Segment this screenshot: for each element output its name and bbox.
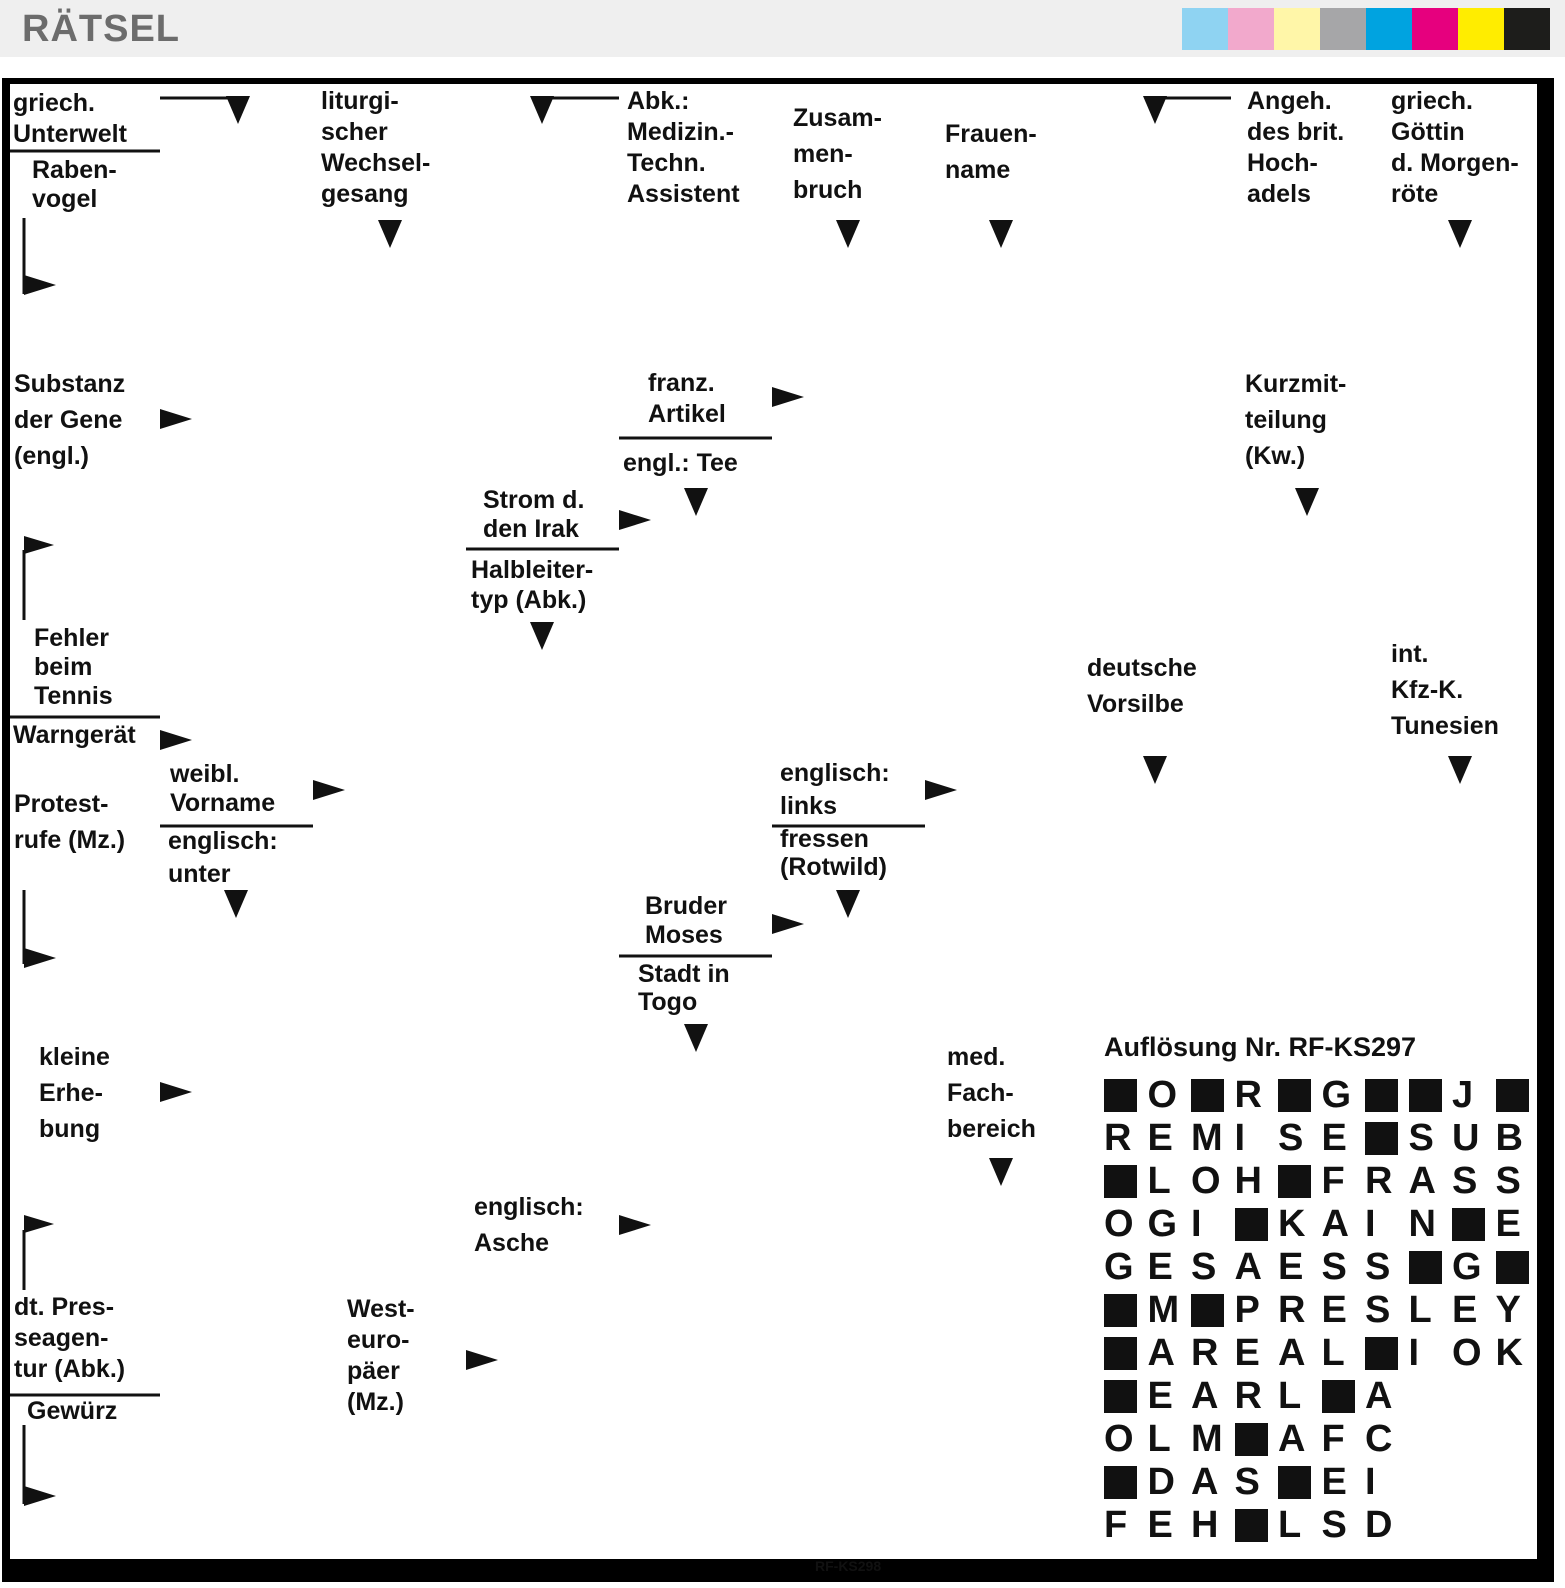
solution-letter: M xyxy=(1147,1289,1180,1331)
solution-letter: O xyxy=(1452,1332,1482,1374)
clue-c14: Halbleiter- typ (Abk.) xyxy=(471,556,594,614)
solution-letter: L xyxy=(1408,1289,1432,1331)
grid-cell xyxy=(925,754,1078,888)
solution-letter: S xyxy=(1278,1117,1304,1159)
clue-c2: Raben- vogel xyxy=(32,156,117,213)
solution-row xyxy=(1104,1504,1409,1547)
solution-letter: A xyxy=(1147,1332,1175,1374)
grid-cell xyxy=(313,486,466,620)
solution-block xyxy=(1365,1074,1409,1117)
black-block xyxy=(1104,1466,1137,1499)
grid-cell xyxy=(619,1290,772,1424)
grid-cell xyxy=(466,1290,619,1424)
solution-letter: D xyxy=(1147,1461,1175,1503)
solution-letter: J xyxy=(1452,1074,1474,1116)
black-block xyxy=(1365,1337,1398,1370)
clue-c8: griech. Göttin d. Morgen- röte xyxy=(1391,87,1519,208)
color-swatch xyxy=(1274,8,1320,50)
black-block xyxy=(1235,1208,1268,1241)
grid-cell xyxy=(466,218,619,352)
clue-c22: englisch: links xyxy=(780,759,890,820)
solution-letter: E xyxy=(1278,1246,1304,1288)
solution-letter: E xyxy=(1452,1289,1478,1331)
solution-letter: R xyxy=(1278,1289,1306,1331)
clue-c21: englisch: unter xyxy=(168,827,278,888)
solution-letter: M xyxy=(1191,1117,1223,1159)
solution-block xyxy=(1278,1074,1322,1117)
grid-cell xyxy=(1231,754,1384,888)
solution-letter: E xyxy=(1147,1246,1173,1288)
solution-block xyxy=(1235,1418,1279,1461)
grid-cell xyxy=(160,1290,313,1424)
solution-letter: O xyxy=(1147,1074,1178,1116)
solution-letter: R xyxy=(1234,1074,1262,1116)
clue-c7: Angeh. des brit. Hoch- adels xyxy=(1247,87,1345,208)
clue-c13: Strom d. den Irak xyxy=(483,486,585,543)
grid-cell xyxy=(925,1424,1078,1559)
grid-cell xyxy=(772,1156,925,1290)
solution-block xyxy=(1278,1461,1322,1504)
solution-row xyxy=(1104,1246,1539,1289)
solution-letter: U xyxy=(1452,1117,1480,1159)
solution-block xyxy=(1235,1203,1279,1246)
solution-letter: A xyxy=(1278,1332,1306,1374)
grid-cell xyxy=(1078,486,1231,620)
grid-cell xyxy=(619,218,772,352)
solution-letter: S xyxy=(1408,1117,1434,1159)
solution-letter: A xyxy=(1365,1375,1393,1417)
solution-letter: S xyxy=(1321,1504,1347,1546)
solution-letter: R xyxy=(1365,1160,1393,1202)
grid-cell xyxy=(160,486,313,620)
color-swatch xyxy=(1228,8,1274,50)
black-block xyxy=(1235,1423,1268,1456)
solution-row xyxy=(1104,1375,1409,1418)
solution-block xyxy=(1191,1074,1235,1117)
grid-cell xyxy=(1384,486,1537,620)
solution-letter: G xyxy=(1147,1203,1178,1245)
solution-row xyxy=(1104,1074,1539,1117)
color-swatch xyxy=(1366,8,1412,50)
black-block xyxy=(1278,1079,1311,1112)
solution-letter: L xyxy=(1321,1332,1345,1374)
black-block xyxy=(1104,1294,1137,1327)
grid-cell xyxy=(925,486,1078,620)
solution-letter: A xyxy=(1234,1246,1262,1288)
solution-letter: C xyxy=(1365,1418,1393,1460)
clue-c30: Gewürz xyxy=(27,1397,118,1425)
solution-letter: G xyxy=(1104,1246,1134,1288)
grid-cell xyxy=(772,620,925,754)
grid-cell xyxy=(160,620,313,754)
solution-letter: G xyxy=(1321,1074,1352,1116)
clue-c15: Fehler beim Tennis xyxy=(34,624,113,710)
black-block xyxy=(1496,1079,1529,1112)
solution-letter: O xyxy=(1191,1160,1221,1202)
solution-letter: A xyxy=(1321,1203,1349,1245)
clue-c18: int. Kfz-K. Tunesien xyxy=(1391,640,1499,740)
grid-cell xyxy=(313,352,466,486)
black-block xyxy=(1104,1337,1137,1370)
clue-c12: Kurzmit- teilung (Kw.) xyxy=(1245,370,1347,470)
grid-cell xyxy=(313,754,466,888)
puzzle-code: RF-KS298 xyxy=(815,1558,882,1574)
black-block xyxy=(1496,1251,1529,1284)
page-title: RÄTSEL xyxy=(22,8,180,50)
solution-block xyxy=(1104,1375,1148,1418)
grid-cell xyxy=(925,352,1078,486)
solution-letter: O xyxy=(1104,1203,1134,1245)
grid-cell xyxy=(1384,888,1537,1022)
grid-cell xyxy=(160,1022,313,1156)
grid-cell xyxy=(772,352,925,486)
solution-letter: L xyxy=(1278,1375,1302,1417)
grid-cell xyxy=(1078,218,1231,352)
clue-c20: weibl. Vorname xyxy=(170,760,276,817)
solution-title: Auflösung Nr. RF-KS297 xyxy=(1104,1032,1417,1062)
black-block xyxy=(1409,1251,1442,1284)
solution-row xyxy=(1104,1160,1539,1203)
solution-row xyxy=(1104,1289,1539,1332)
grid-cell xyxy=(1384,352,1537,486)
black-block xyxy=(1104,1165,1137,1198)
clue-c16: Warngerät xyxy=(13,721,136,749)
grid-cell xyxy=(313,620,466,754)
color-swatch xyxy=(1458,8,1504,50)
grid-cell xyxy=(160,1156,313,1290)
black-block xyxy=(1278,1165,1311,1198)
clue-c25: Stadt in Togo xyxy=(638,960,730,1016)
clue-c10: franz. Artikel xyxy=(648,369,726,428)
solution-letter: M xyxy=(1191,1418,1223,1460)
solution-row xyxy=(1104,1117,1539,1160)
grid-cell xyxy=(160,1424,313,1559)
black-block xyxy=(1409,1079,1442,1112)
grid-cell xyxy=(772,486,925,620)
grid-cell xyxy=(466,352,619,486)
clue-c31: West- euro- päer (Mz.) xyxy=(347,1295,415,1416)
grid-cell xyxy=(466,1424,619,1559)
solution-letter: S xyxy=(1452,1160,1478,1202)
solution-letter: A xyxy=(1278,1418,1306,1460)
solution-block xyxy=(1452,1203,1496,1246)
grid-cell xyxy=(313,1424,466,1559)
clue-c4: Abk.: Medizin.- Techn. Assistent xyxy=(627,87,740,208)
solution-letter: E xyxy=(1321,1289,1347,1331)
grid-cell xyxy=(466,754,619,888)
clue-c6: Frauen- name xyxy=(945,120,1037,184)
solution-letter: I xyxy=(1365,1461,1376,1503)
color-swatch xyxy=(1182,8,1228,50)
black-block xyxy=(1104,1079,1137,1112)
grid-cell xyxy=(1231,218,1384,352)
solution-block xyxy=(1496,1074,1540,1117)
solution-letter: I xyxy=(1408,1332,1420,1374)
solution-letter: Y xyxy=(1495,1289,1521,1331)
color-swatches xyxy=(1182,8,1550,50)
solution-row xyxy=(1104,1203,1539,1246)
solution-letter: I xyxy=(1234,1117,1246,1159)
clue-c3: liturgi- scher Wechsel- gesang xyxy=(321,87,431,208)
solution-letter: S xyxy=(1191,1246,1217,1288)
grid-cell xyxy=(772,1290,925,1424)
solution-letter: E xyxy=(1147,1375,1173,1417)
solution-letter: S xyxy=(1365,1289,1391,1331)
solution-letter: R xyxy=(1104,1117,1132,1159)
solution-block xyxy=(1278,1160,1322,1203)
black-block xyxy=(1365,1122,1398,1155)
solution-letter: D xyxy=(1365,1504,1393,1546)
solution-letter: A xyxy=(1408,1160,1436,1202)
black-block xyxy=(1278,1466,1311,1499)
solution-letter: F xyxy=(1321,1418,1345,1460)
grid-cell xyxy=(1231,888,1384,1022)
grid-cell xyxy=(925,888,1078,1022)
solution-block xyxy=(1191,1289,1235,1332)
grid-cell xyxy=(466,1022,619,1156)
solution-letter: L xyxy=(1147,1160,1171,1202)
solution-block xyxy=(1104,1289,1148,1332)
grid-cell xyxy=(313,888,466,1022)
puzzle-board xyxy=(10,84,1556,1579)
solution-letter: A xyxy=(1191,1461,1219,1503)
clue-c9: Substanz der Gene (engl.) xyxy=(14,370,126,470)
solution-letter: E xyxy=(1234,1332,1260,1374)
solution-letter: S xyxy=(1495,1160,1521,1202)
color-swatch xyxy=(1412,8,1458,50)
solution-letter: B xyxy=(1495,1117,1523,1159)
solution-block xyxy=(1496,1246,1540,1289)
solution-letter: F xyxy=(1321,1160,1345,1202)
clue-c28: englisch: Asche xyxy=(474,1193,584,1257)
grid-cell xyxy=(1078,888,1231,1022)
black-block xyxy=(1452,1208,1485,1241)
solution-block xyxy=(1322,1375,1366,1418)
black-block xyxy=(1235,1509,1268,1542)
solution-block xyxy=(1409,1074,1453,1117)
black-block xyxy=(1104,1380,1137,1413)
solution-row xyxy=(1104,1418,1409,1461)
solution-letter: E xyxy=(1495,1203,1521,1245)
black-block xyxy=(1365,1079,1398,1112)
solution-block xyxy=(1104,1332,1148,1375)
grid-cell xyxy=(772,1022,925,1156)
solution-block xyxy=(1104,1461,1148,1504)
black-block xyxy=(1191,1294,1224,1327)
solution-letter: L xyxy=(1147,1418,1171,1460)
grid-cell xyxy=(1231,620,1384,754)
grid-cell xyxy=(160,218,313,352)
grid-cell xyxy=(313,1156,466,1290)
solution-letter: O xyxy=(1104,1418,1134,1460)
black-block xyxy=(1322,1380,1355,1413)
solution-letter: I xyxy=(1365,1203,1376,1245)
grid-cell xyxy=(925,1290,1078,1424)
solution-letter: E xyxy=(1321,1461,1347,1503)
solution-letter: H xyxy=(1191,1504,1219,1546)
grid-cell xyxy=(466,888,619,1022)
clue-c23: fressen (Rotwild) xyxy=(780,825,887,881)
solution-letter: N xyxy=(1408,1203,1436,1245)
clue-c27: med. Fach- bereich xyxy=(947,1043,1036,1143)
solution-letter: S xyxy=(1234,1461,1260,1503)
grid-cell xyxy=(925,620,1078,754)
solution-block xyxy=(1235,1504,1279,1547)
grid-cell xyxy=(313,1022,466,1156)
color-swatch xyxy=(1320,8,1366,50)
color-swatch xyxy=(1504,8,1550,50)
clue-c17: deutsche Vorsilbe xyxy=(1087,654,1197,718)
solution-letter: E xyxy=(1147,1117,1173,1159)
grid-cell xyxy=(619,754,772,888)
solution-letter: L xyxy=(1278,1504,1302,1546)
grid-cell xyxy=(772,1424,925,1559)
solution-block xyxy=(1365,1332,1409,1375)
clue-c5: Zusam- men- bruch xyxy=(793,104,882,204)
grid-cell xyxy=(1078,352,1231,486)
solution-letter: K xyxy=(1495,1332,1523,1374)
clue-c29: dt. Pres- seagen- tur (Abk.) xyxy=(14,1293,126,1383)
solution-letter: G xyxy=(1452,1246,1482,1288)
black-block xyxy=(1191,1079,1224,1112)
grid-cell xyxy=(619,620,772,754)
solution-letter: A xyxy=(1191,1375,1219,1417)
solution-row xyxy=(1104,1461,1409,1504)
clue-c26: kleine Erhe- bung xyxy=(39,1043,110,1143)
solution-letter: R xyxy=(1234,1375,1262,1417)
solution-letter: H xyxy=(1234,1160,1262,1202)
solution-letter: P xyxy=(1234,1289,1260,1331)
solution-letter: F xyxy=(1104,1504,1128,1546)
clue-c19: Protest- rufe (Mz.) xyxy=(14,790,126,854)
clue-c24: Bruder Moses xyxy=(645,892,727,949)
solution-block xyxy=(1104,1074,1148,1117)
solution-letter: K xyxy=(1278,1203,1306,1245)
solution-block xyxy=(1104,1160,1148,1203)
solution-letter: I xyxy=(1191,1203,1202,1245)
clue-c11: engl.: Tee xyxy=(623,449,738,477)
grid-cell xyxy=(10,486,160,620)
solution-letter: E xyxy=(1321,1117,1347,1159)
solution-letter: R xyxy=(1191,1332,1219,1374)
solution-letter: S xyxy=(1365,1246,1391,1288)
solution-letter: E xyxy=(1147,1504,1173,1546)
solution-row xyxy=(1104,1332,1539,1375)
solution-block xyxy=(1409,1246,1453,1289)
clue-c1: griech. Unterwelt xyxy=(13,89,127,148)
grid-cell xyxy=(619,1424,772,1559)
solution-block xyxy=(1365,1117,1409,1160)
solution-letter: S xyxy=(1321,1246,1347,1288)
